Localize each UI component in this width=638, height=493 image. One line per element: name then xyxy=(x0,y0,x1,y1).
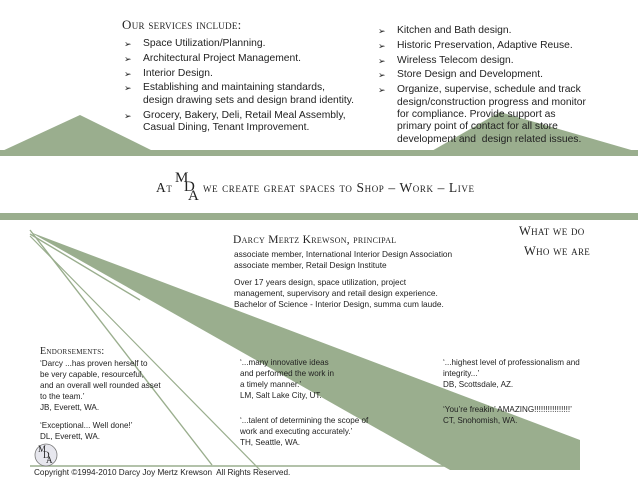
logo-letter-a: A xyxy=(46,455,53,465)
arrowhead-bullet-icon: ➢ xyxy=(378,40,386,51)
quote-author: LM, Salt Lake City, UT. xyxy=(240,391,322,400)
tagline-text: we create great spaces to Shop – Work – Live xyxy=(203,180,475,195)
arrowhead-bullet-icon: ➢ xyxy=(378,55,386,66)
what-we-do-link[interactable]: What we do xyxy=(519,224,585,238)
principal-bio: Over 17 years design, space utilization, project management, supervisory and retail design experience. Bachelor of Science - Interior Design, summa cum laude. xyxy=(234,277,444,309)
principal-name: Darcy Mertz Krewson, principal xyxy=(233,234,397,246)
footer-logo xyxy=(34,443,58,467)
service-item: ➢ Architectural Project Management. xyxy=(124,52,301,64)
logo-letter-a: A xyxy=(188,188,199,204)
quote-text: ‘...highest level of professionalism and integrity...’ xyxy=(443,358,580,378)
arrowhead-bullet-icon: ➢ xyxy=(124,68,132,79)
quote-text: ‘You’re freakin’ AMAZING!!!!!!!!!!!!!!!!’ xyxy=(443,405,572,414)
quote-author: DB, Scottsdale, AZ. xyxy=(443,380,514,389)
quote-author: JB, Everett, WA. xyxy=(40,403,100,412)
service-item: ➢ Store Design and Development. xyxy=(378,69,543,81)
service-item: ➢ Grocery, Bakery, Deli, Retail Meal Assembly, Casual Dining, Tenant Improvement. xyxy=(124,109,346,133)
arrowhead-bullet-icon: ➢ xyxy=(378,70,386,81)
upper-divider-band xyxy=(0,150,638,156)
quote-author: DL, Everett, WA. xyxy=(40,432,100,441)
membership-line: associate member, International Interior Design Association xyxy=(234,249,453,259)
endorsements-heading: Endorsements: xyxy=(40,346,105,357)
arrowhead-bullet-icon: ➢ xyxy=(378,85,386,96)
endorsement-quote xyxy=(240,357,334,401)
who-we-are-link[interactable]: Who we are xyxy=(524,244,591,258)
logo-letter-d: D xyxy=(184,179,195,195)
service-item: ➢ Wireless Telecom design. xyxy=(378,54,514,66)
quote-text: ‘...many innovative ideas and performed the work in a timely manner.’ xyxy=(240,358,335,389)
service-item: ➢ Interior Design. xyxy=(124,67,213,79)
arrowhead-bullet-icon: ➢ xyxy=(378,26,386,36)
arrowhead-bullet-icon: ➢ xyxy=(124,83,132,94)
lower-divider-band xyxy=(0,213,638,220)
quote-text: ‘...talent of determining the scope of work and executing accurately.’ xyxy=(240,416,369,436)
endorsement-quote xyxy=(240,415,368,448)
quote-author: TH, Seattle, WA. xyxy=(240,438,300,447)
services-heading: Our services include: xyxy=(122,17,242,32)
endorsement-quote xyxy=(40,358,161,413)
service-item: ➢ Organize, supervise, schedule and track design/construction progress and monitor for compliance. Provide support as primary point of contact for all store development and design related issues. xyxy=(378,84,586,145)
endorsement-quote xyxy=(40,420,133,442)
mda-logo xyxy=(174,170,204,204)
service-item: ➢ Historic Preservation, Adaptive Reuse. xyxy=(378,39,573,51)
services-list-right xyxy=(378,25,586,149)
service-item: ➢ Establishing and maintaining standards, design drawing sets and design brand identity. xyxy=(124,82,355,106)
arrowhead-bullet-icon: ➢ xyxy=(124,53,132,64)
services-list-left xyxy=(124,38,354,137)
service-item: ➢ Kitchen and Bath design. xyxy=(378,25,512,36)
arrowhead-bullet-icon: ➢ xyxy=(124,110,132,121)
logo-letter-m: M xyxy=(175,170,189,186)
copyright-text: Copyright ©1994-2010 Darcy Joy Mertz Krewson All Rights Reserved. xyxy=(34,468,291,477)
quote-text: ‘Darcy ...has proven herself to be very capable, resourceful, and an overall well rounded asset to the team.’ xyxy=(40,359,161,401)
perspective-line-2 xyxy=(30,234,140,300)
quote-author: CT, Snohomish, WA. xyxy=(443,416,518,425)
logo-letter-m: M xyxy=(38,444,47,454)
service-item: ➢ Space Utilization/Planning. xyxy=(124,38,266,49)
membership-line: associate member, Retail Design Institute xyxy=(234,260,387,270)
endorsement-quote xyxy=(443,404,572,426)
tagline-prefix: At xyxy=(156,180,173,195)
logo-letter-d: D xyxy=(43,450,50,460)
arrowhead-bullet-icon: ➢ xyxy=(124,39,132,49)
endorsement-quote xyxy=(443,357,580,390)
quote-text: ‘Exceptional... Well done!’ xyxy=(40,421,133,430)
